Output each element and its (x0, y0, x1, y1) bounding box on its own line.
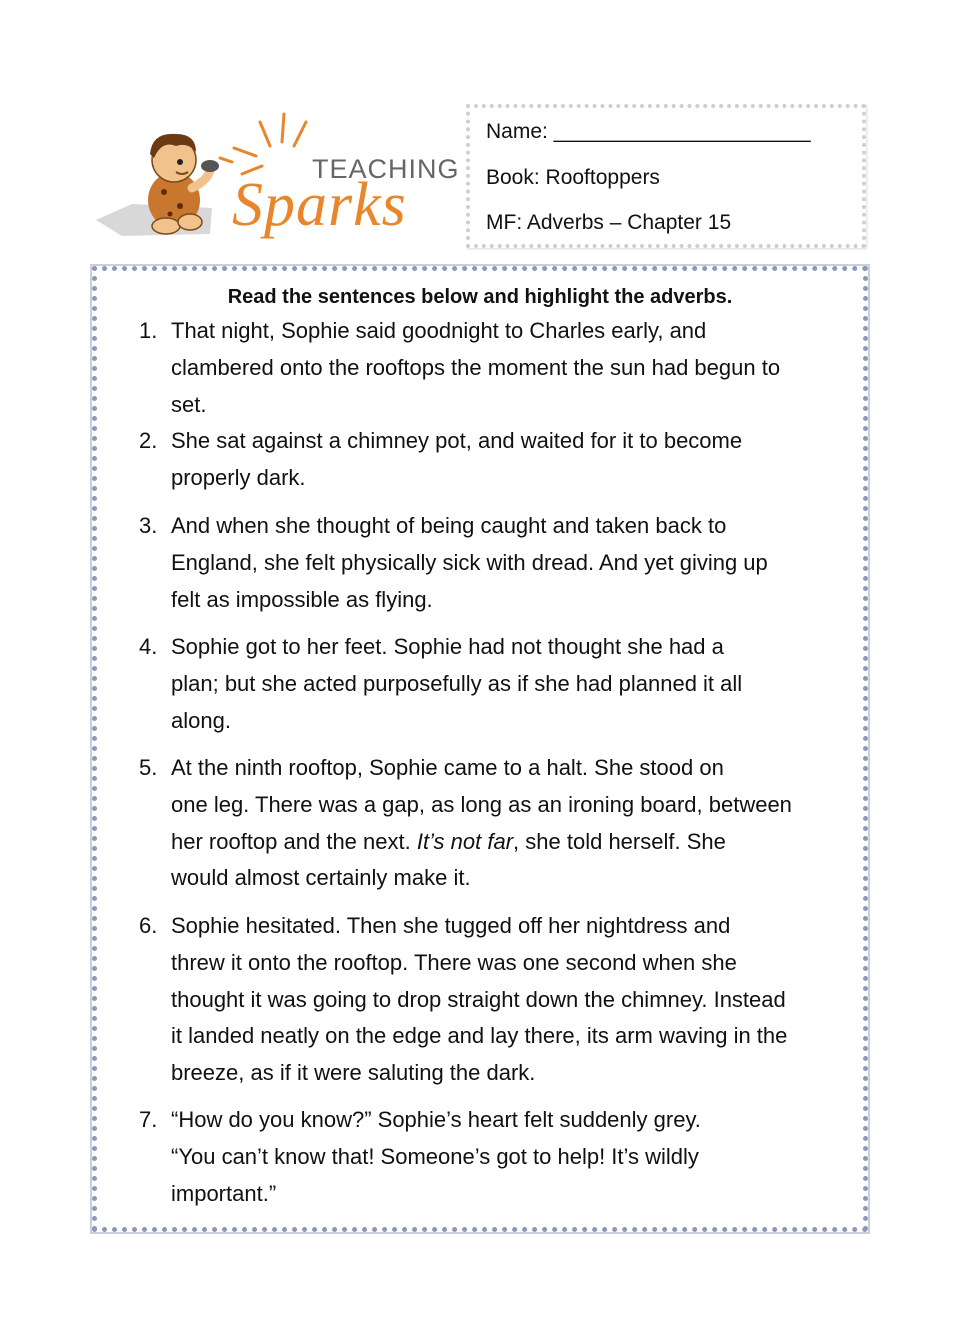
item-line: felt as impossible as flying. (171, 586, 433, 612)
item-number: 2. (139, 428, 158, 453)
item-line: threw it onto the rooftop. There was one second when she (171, 949, 737, 975)
item-line: England, she felt physically sick with dread. And yet giving up (171, 549, 768, 575)
item-number: 7. (139, 1107, 158, 1132)
student-info-box (466, 104, 866, 248)
name-field-line[interactable]: Name: ______________________ (486, 120, 811, 143)
item-number: 1. (139, 318, 158, 343)
logo-sparks-text: Sparks (232, 171, 407, 239)
item-line: “How do you know?” Sophie’s heart felt suddenly grey. (171, 1107, 701, 1132)
item-line: properly dark. (171, 464, 306, 490)
item-line: thought it was going to drop straight down the chimney. Instead (171, 986, 786, 1012)
exercise-box (92, 266, 868, 1232)
item-number: 4. (139, 634, 158, 659)
logo-teaching-text: TEACHING (312, 154, 460, 184)
item-line: breeze, as if it were saluting the dark. (171, 1060, 536, 1086)
item-text (171, 423, 871, 497)
item-line: set. (171, 391, 207, 417)
item-line: At the ninth rooftop, Sophie came to a halt. She stood on (171, 755, 724, 780)
item-text (171, 1102, 871, 1212)
item-line: Sophie got to her feet. Sophie had not thought she had a (171, 634, 724, 659)
item-line: plan; but she acted purposefully as if she had planned it all (171, 670, 743, 696)
instruction-heading: Read the sentences below and highlight the adverbs. (227, 286, 733, 308)
item-line: clambered onto the rooftops the moment the sun had begun to (171, 354, 781, 380)
item-line-start: her rooftop and the next. (171, 828, 417, 854)
item-line: “You can’t know that! Someone’s got to help! It’s wildly (171, 1143, 699, 1169)
book-title-line: Book: Rooftoppers (486, 166, 660, 189)
item-line: important.” (171, 1180, 277, 1206)
item-text (171, 508, 871, 618)
item-line: Sophie hesitated. Then she tugged off her nightdress and (171, 913, 731, 938)
item-text (171, 629, 871, 739)
item-line-mixed (171, 824, 871, 861)
item-number: 5. (139, 755, 158, 780)
item-line: along. (171, 707, 231, 733)
teaching-sparks-logo (92, 108, 460, 248)
italic-phrase: It’s not far (416, 828, 514, 854)
item-line: one leg. There was a gap, as long as an ironing board, between (171, 791, 792, 817)
item-number: 6. (139, 913, 158, 938)
item-line: And when she thought of being caught and taken back to (171, 513, 727, 538)
item-text (171, 750, 871, 897)
item-line: it landed neatly on the edge and lay there, its arm waving in the (171, 1023, 788, 1049)
item-line: She sat against a chimney pot, and waited for it to become (171, 428, 743, 453)
item-text (171, 313, 871, 423)
item-line-end: , she told herself. She (513, 828, 726, 854)
item-number: 3. (139, 513, 158, 538)
item-text (171, 908, 871, 1092)
item-line: That night, Sophie said goodnight to Charles early, and (171, 318, 707, 343)
mf-topic-line: MF: Adverbs – Chapter 15 (486, 211, 732, 234)
item-line: would almost certainly make it. (171, 865, 471, 891)
